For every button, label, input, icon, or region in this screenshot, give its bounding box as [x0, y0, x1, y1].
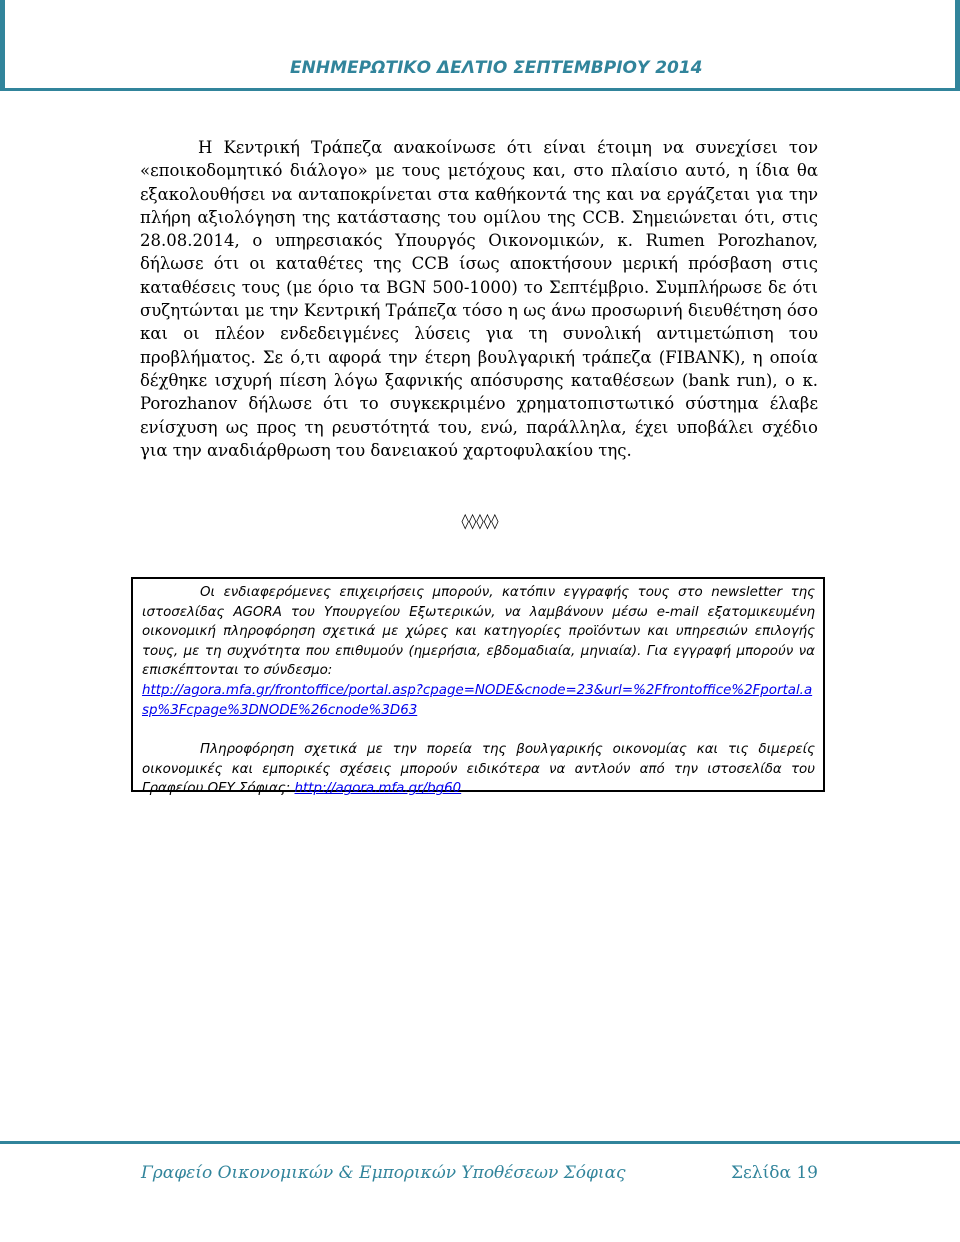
article-paragraph: Η Κεντρική Τράπεζα ανακοίνωσε ότι είναι έτοιμη να συνεχίσει τον «εποικοδομητικό διάλογο» με τους μετόχους και, στο πλαίσιο αυτό, η ίδια θα εξακολουθήσει να ανταποκρίνεται στα καθήκοντά της και να εργάζεται για την πλήρη αξιολόγηση της κατάστασης του ομίλου της CCB. Σημειώνεται ότι, στις 28.08.2014, ο υπηρεσιακός Υπουργός Οικονομικών, κ. Rumen Porozhanov, δήλωσε ότι οι καταθέτες της CCB ίσως αποκτήσουν μερική πρόσβαση στις καταθέσεις τους (με όριο τα BGN 500-1000) το Σεπτέμβριο. Συμπλήρωσε δε ότι συζητώνται με την Κεντρική Τράπεζα τόσο η ως άνω προσωρινή διευθέτηση όσο και οι πλέον ενδεδειγμένες λύσεις για τη συνολική αντιμετώπιση του προβλήματος. Σε ό,τι αφορά την έτερη βουλγαρική τράπεζα (FIBANK), η οποία δέχθηκε ισχυρή πίεση λόγω ξαφνικής απόσυρσης καταθέσεων (bank run), ο κ. Porozhanov δήλωσε ότι το συγκεκριμένο χρηματοπιστωτικό σύστημα έλαβε ενίσχυση ως προς τη ρευστότητά του, ενώ, παράλληλα, έχει υποβάλει σχέδιο για την αναδιάρθρωση του δανειακού χαρτοφυλακίου της.: [140, 138, 818, 460]
header-bar: [0, 0, 960, 92]
footer-rule: [0, 1141, 960, 1144]
header-right-rule: [955, 0, 960, 88]
header-left-rule: [0, 0, 5, 88]
agora-subscription-link[interactable]: http://agora.mfa.gr/frontoffice/portal.asp?cpage=NODE&cnode=23&url=%2Ffrontoffice%2Fportal.asp%3Fcpage%3DNODE%26cnode%3D63: [142, 682, 813, 718]
office-website-link[interactable]: http://agora.mfa.gr/bg60: [294, 781, 462, 797]
newsletter-title: ΕΝΗΜΕΡΩΤΙΚΟ ΔΕΛΤΙΟ ΣΕΠΤΕΜΒΡΙΟΥ 2014: [290, 58, 703, 78]
info-box-gap: [142, 720, 815, 740]
info-box: [131, 577, 825, 797]
section-separator: ◊◊◊◊◊: [461, 512, 499, 530]
info-paragraph-office: [142, 740, 815, 799]
header-bottom-rule: [0, 88, 960, 91]
info-paragraph-subscription: Οι ενδιαφερόμενες επιχειρήσεις μπορούν, κατόπιν εγγραφής τους στο newsletter της ιστοσελίδας AGORA του Υπουργείου Εξωτερικών, να λαμβάνουν μέσω e-mail εξατομικευμένη οικονομική πληροφόρηση σχετικά με χώρες και κατηγορίες προϊόντων και υπηρεσιών επιλογής τους, με τη συχνότητα που επιθυμούν (ημερήσια, εβδομαδιαία, μηνιαία). Για εγγραφή μπορούν να επισκέπτονται το σύνδεσμο:: [142, 585, 815, 679]
footer-office-name: Γραφείο Οικονομικών & Εμπορικών Υποθέσεων Σόφιας: [141, 1163, 626, 1183]
footer-page-number: Σελίδα 19: [730, 1163, 818, 1183]
info-paragraph-office-text: Πληροφόρηση σχετικά με την πορεία της βουλγαρικής οικονομίας και τις διμερείς οικονομικές και εμπορικές σχέσεις μπορούν ειδικότερα να αντλούν από την ιστοσελίδα του Γραφείου ΟΕΥ Σόφιας:: [142, 742, 815, 797]
